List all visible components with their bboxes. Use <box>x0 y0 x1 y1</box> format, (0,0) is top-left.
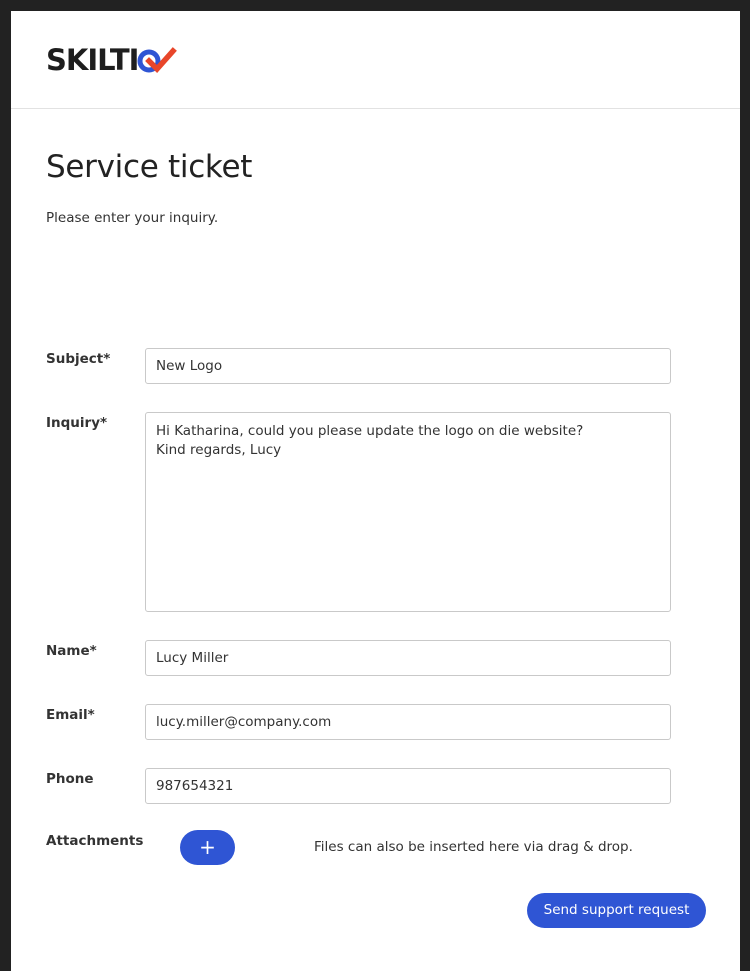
logo-text: SKILTI <box>46 42 139 77</box>
add-attachment-button[interactable] <box>180 830 235 865</box>
plus-icon: + <box>199 835 216 859</box>
subject-input[interactable] <box>145 348 671 384</box>
header <box>11 11 740 109</box>
attachments-label: Attachments <box>46 833 144 849</box>
phone-label: Phone <box>46 771 94 787</box>
subject-label: Subject* <box>46 351 111 367</box>
drop-zone-hint[interactable]: Files can also be inserted here via drag & drop. <box>314 839 633 855</box>
email-input[interactable] <box>145 704 671 740</box>
phone-input[interactable] <box>145 768 671 804</box>
name-input[interactable] <box>145 640 671 676</box>
ticket-card <box>11 11 740 971</box>
logo-q-check-icon <box>137 45 177 75</box>
logo <box>46 44 177 75</box>
name-label: Name* <box>46 643 97 659</box>
page-title: Service ticket <box>46 149 253 185</box>
page-subtitle: Please enter your inquiry. <box>46 210 219 226</box>
inquiry-label: Inquiry* <box>46 415 108 431</box>
inquiry-textarea[interactable] <box>145 412 671 612</box>
email-label: Email* <box>46 707 95 723</box>
send-support-request-button[interactable]: Send support request <box>527 893 706 928</box>
